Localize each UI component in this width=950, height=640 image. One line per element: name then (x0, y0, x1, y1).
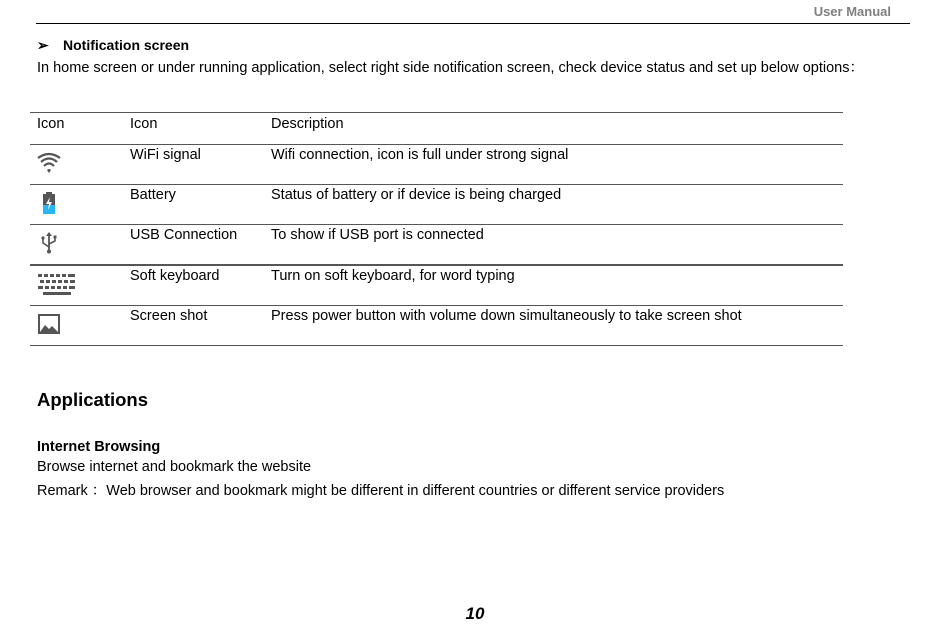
internet-browsing-heading: Internet Browsing (37, 439, 161, 455)
header-label: User Manual (813, 4, 891, 19)
icon-cell (30, 265, 130, 306)
table-row (30, 145, 843, 185)
icon-cell (30, 185, 130, 225)
screenshot-icon (37, 312, 61, 336)
icon-cell (30, 225, 130, 266)
icon-name: WiFi signal (130, 145, 271, 185)
icon-name: Battery (130, 185, 271, 225)
icon-description: Press power button with volume down simultaneously to take screen shot (271, 306, 843, 346)
icon-description: Turn on soft keyboard, for word typing (271, 265, 843, 306)
intro-text: In home screen or under running application, select right side notification screen, check device status and set up below options： (37, 60, 864, 76)
table-row (30, 185, 843, 225)
header-rule (36, 23, 910, 24)
table-row (30, 306, 843, 346)
section-heading (37, 37, 189, 54)
column-header-description: Description (271, 113, 843, 145)
icon-name: USB Connection (130, 225, 271, 266)
column-header-icon: Icon (30, 113, 130, 145)
usb-icon (37, 231, 61, 255)
icon-name: Screen shot (130, 306, 271, 346)
keyboard-icon (37, 272, 77, 296)
table-header-row (30, 113, 843, 145)
icon-description: To show if USB port is connected (271, 225, 843, 266)
browsing-remark: Remark ：Web browser and bookmark might be different in different countries or different service providers (37, 483, 725, 499)
icon-cell (30, 145, 130, 185)
battery-charging-icon (37, 191, 61, 215)
icon-description: Status of battery or if device is being charged (271, 185, 843, 225)
section-title: Notification screen (63, 37, 190, 53)
icon-description: Wifi connection, icon is full under strong signal (271, 145, 843, 185)
arrow-bullet-icon: ➢ (37, 37, 49, 53)
table-row (30, 225, 843, 266)
icon-cell (30, 306, 130, 346)
browsing-description: Browse internet and bookmark the website (37, 459, 312, 475)
table-row (30, 265, 843, 306)
wifi-signal-icon (37, 151, 61, 175)
icon-name: Soft keyboard (130, 265, 271, 306)
column-header-icon-name: Icon (130, 113, 271, 145)
applications-heading: Applications (37, 389, 149, 410)
page-number: 10 (465, 604, 485, 623)
icon-table (30, 112, 843, 346)
